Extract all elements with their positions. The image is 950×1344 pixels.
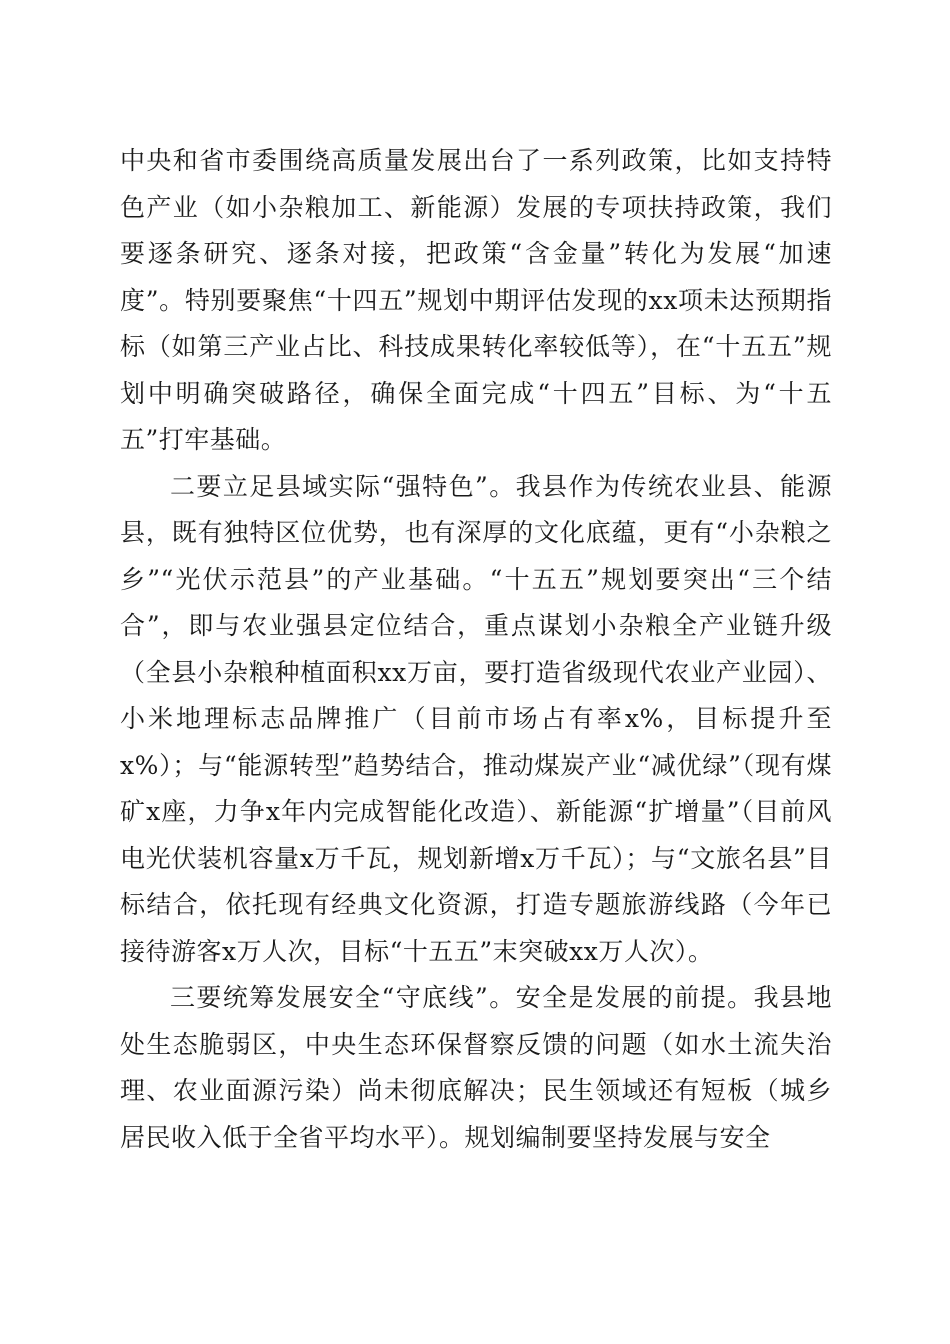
document-body [120, 138, 832, 1161]
paragraph-safety-bottom-line: 三要统筹发展安全“守底线”。安全是发展的前提。我县地处生态脆弱区，中央生态环保督察反馈的问题（如水土流失治理、农业面源污染）尚未彻底解决；民生领域还有短板（城乡居民收入低于全省平均水平）。规划编制要坚持发展与安全 [120, 983, 832, 1152]
paragraph-local-features: 二要立足县域实际“强特色”。我县作为传统农业县、能源县，既有独特区位优势，也有深厚的文化底蕴，更有“小杂粮之乡”“光伏示范县”的产业基础。“十五五”规划要突出“三个结合”，即与农业强县定位结合，重点谋划小杂粮全产业链升级（全县小杂粮种植面积xx万亩，要打造省级现代农业产业园）、小米地理标志品牌推广（目前市场占有率x%，目标提升至x%）；与“能源转型”趋势结合，推动煤炭产业“减优绿”（现有煤矿x座，力争x年内完成智能化改造）、新能源“扩增量”（目前风电光伏装机容量x万千瓦，规划新增x万千瓦）；与“文旅名县”目标结合，依托现有经典文化资源，打造专题旅游线路（今年已接待游客x万人次，目标“十五五”末突破xx万人次）。 [120, 471, 832, 966]
paragraph-policy-continuation: 中央和省市委围绕高质量发展出台了一系列政策，比如支持特色产业（如小杂粮加工、新能源）发展的专项扶持政策，我们要逐条研究、逐条对接，把政策“含金量”转化为发展“加速度”。特别要聚焦“十四五”规划中期评估发现的xx项未达预期指标（如第三产业占比、科技成果转化率较低等），在“十五五”规划中明确突破路径，确保全面完成“十四五”目标、为“十五五”打牢基础。 [120, 146, 832, 454]
